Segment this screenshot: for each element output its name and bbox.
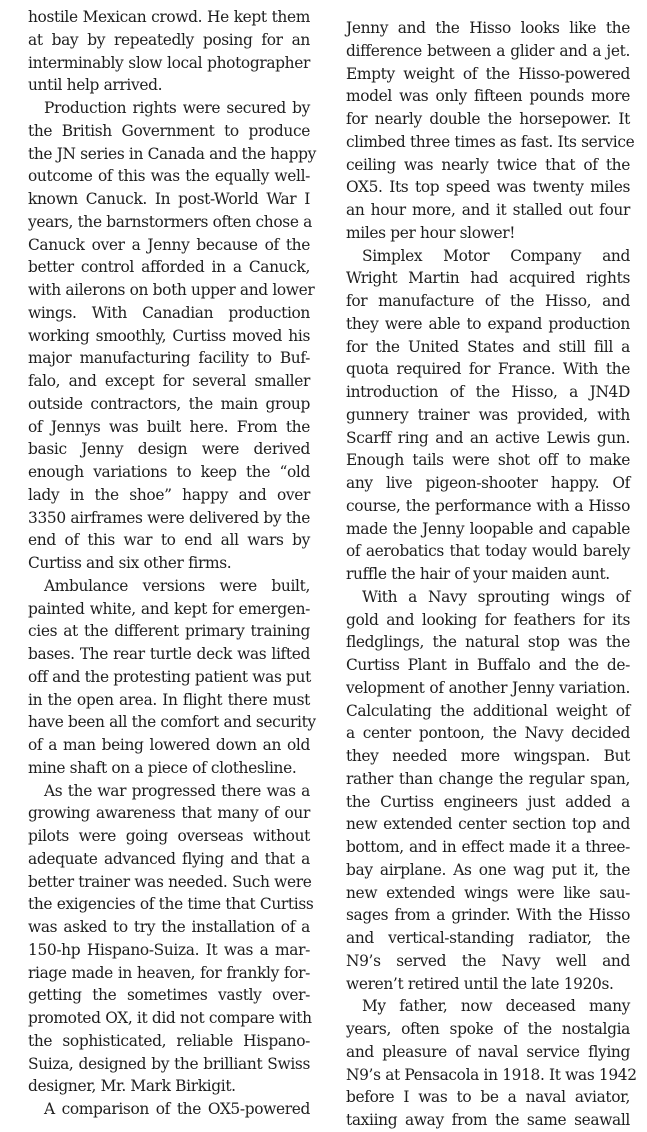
text-line: known Canuck. In post-World War I bbox=[28, 190, 310, 208]
text-line: and pleasure of naval service flying bbox=[346, 1042, 630, 1061]
text-line: sages from a grinder. With the Hisso bbox=[346, 906, 630, 925]
text-line: Ambulance versions were built, bbox=[44, 576, 310, 595]
text-line: introduction of the Hisso, a JN4D bbox=[346, 383, 630, 401]
text-line: Production rights were secured by bbox=[44, 99, 310, 117]
text-line: ceiling was nearly twice that of the bbox=[346, 155, 630, 174]
text-line: with ailerons on both upper and lower bbox=[28, 281, 315, 299]
text-line: they needed more wingspan. But bbox=[346, 747, 630, 765]
text-line: promoted OX, it did not compare with bbox=[28, 1009, 312, 1027]
text-line: at bay by repeatedly posing for an bbox=[28, 30, 310, 49]
text-line: gunnery trainer was provided, with bbox=[346, 405, 630, 424]
text-line: Curtiss and six other firms. bbox=[28, 554, 232, 572]
text-line: painted white, and kept for emergen- bbox=[28, 599, 310, 618]
text-line: off and the protesting patient was put bbox=[28, 667, 311, 686]
text-line: Curtiss Plant in Buffalo and the de- bbox=[346, 656, 630, 674]
text-line: the British Government to produce bbox=[28, 121, 310, 140]
text-line: years, often spoke of the nostalgia bbox=[346, 1020, 630, 1038]
text-line: until help arrived. bbox=[28, 76, 163, 95]
text-line: velopment of another Jenny variation. bbox=[346, 678, 630, 697]
text-line: outside contractors, the main group bbox=[28, 394, 310, 413]
text-line: Enough tails were shot off to make bbox=[346, 451, 630, 470]
text-line: was asked to try the installation of a bbox=[28, 918, 310, 936]
text-line: before I was to be a naval aviator, bbox=[346, 1088, 630, 1107]
text-line: major manufacturing facility to Buf- bbox=[28, 349, 310, 368]
text-line: pilots were going overseas without bbox=[28, 827, 310, 845]
text-line: the JN series in Canada and the happy bbox=[28, 144, 316, 163]
text-line: of Jennys was built here. From the bbox=[28, 417, 310, 436]
text-line: falo, and except for several smaller bbox=[28, 372, 310, 390]
text-column-left bbox=[28, 6, 316, 1121]
text-line: My father, now deceased many bbox=[362, 997, 630, 1016]
text-line: the sophisticated, reliable Hispano- bbox=[28, 1031, 310, 1050]
text-line: the exigencies of the time that Curtiss bbox=[28, 895, 314, 914]
text-line: fledglings, the natural stop was the bbox=[346, 633, 630, 652]
text-line: N9’s at Pensacola in 1918. It was 1942 bbox=[346, 1065, 637, 1084]
text-line: designer, Mr. Mark Birkigit. bbox=[28, 1077, 236, 1096]
text-line: years, the barnstormers often chose a bbox=[28, 212, 312, 231]
text-line: new extended wings were like sau- bbox=[346, 883, 630, 902]
text-line: working smoothly, Curtiss moved his bbox=[28, 326, 310, 345]
text-line: for nearly double the horsepower. It bbox=[346, 110, 630, 128]
text-line: bay airplane. As one wag put it, the bbox=[346, 860, 630, 879]
text-line: miles per hour slower! bbox=[346, 223, 516, 242]
text-line: hostile Mexican crowd. He kept them bbox=[28, 8, 310, 26]
text-line: climbed three times as fast. Its service bbox=[346, 132, 635, 151]
text-line: a center pontoon, the Navy decided bbox=[346, 724, 630, 743]
text-line: interminably slow local photographer bbox=[28, 53, 310, 72]
text-line: taxiing away from the same seawall bbox=[346, 1111, 630, 1129]
text-line: basic Jenny design were derived bbox=[28, 440, 310, 459]
text-line: course, the performance with a Hisso bbox=[346, 496, 630, 515]
text-line: of a man being lowered down an old bbox=[28, 736, 310, 754]
text-line: adequate advanced flying and that a bbox=[28, 849, 310, 868]
text-line: rather than change the regular span, bbox=[346, 769, 630, 788]
text-line: wings. With Canadian production bbox=[28, 303, 310, 322]
text-line: for manufacture of the Hisso, and bbox=[346, 292, 630, 310]
text-line: Canuck over a Jenny because of the bbox=[28, 235, 310, 254]
text-line: bottom, and in effect made it a three- bbox=[346, 838, 630, 856]
text-line: Wright Martin had acquired rights bbox=[346, 269, 630, 288]
text-line: riage made in heaven, for frankly for- bbox=[28, 963, 310, 982]
text-line: mine shaft on a piece of clothesline. bbox=[28, 758, 297, 777]
text-column-right bbox=[346, 17, 637, 1132]
text-line: for the United States and still fill a bbox=[346, 337, 630, 356]
text-line: they were able to expand production bbox=[346, 314, 630, 333]
text-line: quota required for France. With the bbox=[346, 360, 630, 379]
text-line: N9’s served the Navy well and bbox=[346, 951, 630, 970]
text-line: enough variations to keep the “old bbox=[28, 463, 310, 481]
text-line: With a Navy sprouting wings of bbox=[362, 587, 630, 606]
text-line: Simplex Motor Company and bbox=[362, 246, 630, 265]
text-line: Jenny and the Hisso looks like the bbox=[346, 19, 630, 37]
text-line: Scarff ring and an active Lewis gun. bbox=[346, 428, 630, 447]
text-line: and vertical-standing radiator, the bbox=[346, 929, 630, 947]
text-line: lady in the shoe” happy and over bbox=[28, 485, 310, 504]
text-line: difference between a glider and a jet. bbox=[346, 41, 630, 60]
text-line: model was only fifteen pounds more bbox=[346, 87, 630, 106]
text-line: growing awareness that many of our bbox=[28, 804, 310, 823]
text-line: outcome of this was the equally well- bbox=[28, 167, 310, 186]
text-line: end of this war to end all wars by bbox=[28, 531, 310, 550]
text-line: getting the sometimes vastly over- bbox=[28, 986, 310, 1005]
text-line: bases. The rear turtle deck was lifted bbox=[28, 645, 310, 663]
text-line: 150-hp Hispano-Suiza. It was a mar- bbox=[28, 940, 310, 959]
text-line: new extended center section top and bbox=[346, 815, 630, 834]
text-line: the Curtiss engineers just added a bbox=[346, 792, 630, 811]
text-line: made the Jenny loopable and capable bbox=[346, 519, 630, 538]
text-line: ruffle the hair of your maiden aunt. bbox=[346, 565, 610, 583]
text-line: 3350 airframes were delivered by the bbox=[28, 508, 310, 527]
text-line: of aerobatics that today would barely bbox=[346, 542, 630, 561]
text-line: Suiza, designed by the brilliant Swiss bbox=[28, 1054, 310, 1073]
text-line: Empty weight of the Hisso-powered bbox=[346, 64, 630, 83]
text-line: have been all the comfort and security bbox=[28, 713, 316, 732]
text-line: OX5. Its top speed was twenty miles bbox=[346, 178, 630, 197]
text-line: in the open area. In flight there must bbox=[28, 690, 310, 709]
text-line: Calculating the additional weight of bbox=[346, 701, 630, 720]
text-line: better control afforded in a Canuck, bbox=[28, 258, 310, 277]
text-line: weren’t retired until the late 1920s. bbox=[346, 974, 614, 993]
text-line: any live pigeon-shooter happy. Of bbox=[346, 474, 630, 492]
text-line: cies at the different primary training bbox=[28, 622, 310, 641]
text-line: A comparison of the OX5-powered bbox=[44, 1100, 310, 1118]
text-line: gold and looking for feathers for its bbox=[346, 610, 630, 629]
text-line: an hour more, and it stalled out four bbox=[346, 201, 630, 219]
text-line: better trainer was needed. Such were bbox=[28, 872, 312, 891]
text-line: As the war progressed there was a bbox=[44, 781, 310, 800]
